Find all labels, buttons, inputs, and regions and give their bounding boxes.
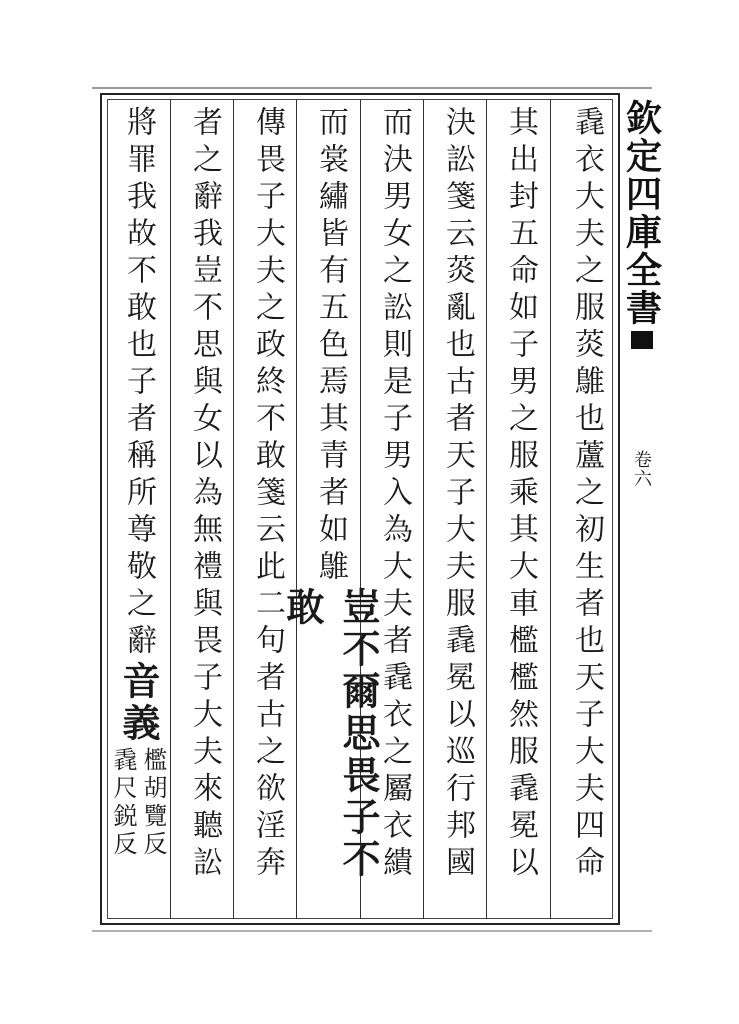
scan-edge-bottom (92, 930, 652, 932)
column-text: 其出封五命如子男之服乘其大車檻檻然服毳冕以 (503, 106, 538, 883)
annotation-left: 毳尺鋭反 (109, 747, 137, 859)
volume-label: 卷六 (631, 450, 652, 488)
text-column-6 (237, 106, 297, 912)
text-column-5 (280, 106, 381, 912)
annotation-pair (109, 747, 167, 859)
text-column-8 (108, 106, 168, 912)
text-column-2 (490, 106, 550, 912)
annotation-right: 檻胡覽反 (139, 747, 167, 859)
text-column-7 (174, 106, 234, 912)
column-text: 傳畏子大夫之政終不敢箋云此二句者古之欲淫奔 (250, 106, 285, 883)
book-header (622, 99, 662, 429)
book-title: 欽定四庫全書 (620, 99, 663, 327)
scan-edge-top (92, 87, 652, 89)
column-divider (550, 99, 551, 919)
fishtail-mark (631, 331, 653, 349)
text-column-1 (556, 106, 616, 912)
text-column-3 (427, 106, 487, 912)
yinyi-heading: 音義 (116, 661, 161, 745)
column-divider (170, 99, 171, 919)
column-text: 而決男女之訟則是子男入為大夫者毳衣之屬衣繢 (377, 106, 412, 883)
column-text: 而裳繡皆有五色焉其青者如鵻 (313, 106, 348, 587)
column-text-large: 豈不爾思畏子不敢 (280, 587, 381, 881)
column-text: 決訟箋云菼亂也古者天子大夫服毳冕以巡行邦國 (440, 106, 475, 883)
column-text: 者之辭我豈不思與女以為無禮與畏子大夫來聽訟 (187, 106, 222, 883)
column-text: 毳衣大夫之服菼鵻也蘆之初生者也天子大夫四命 (569, 106, 604, 883)
column-text: 將罪我故不敢也子者稱所尊敬之辭 (121, 106, 156, 661)
